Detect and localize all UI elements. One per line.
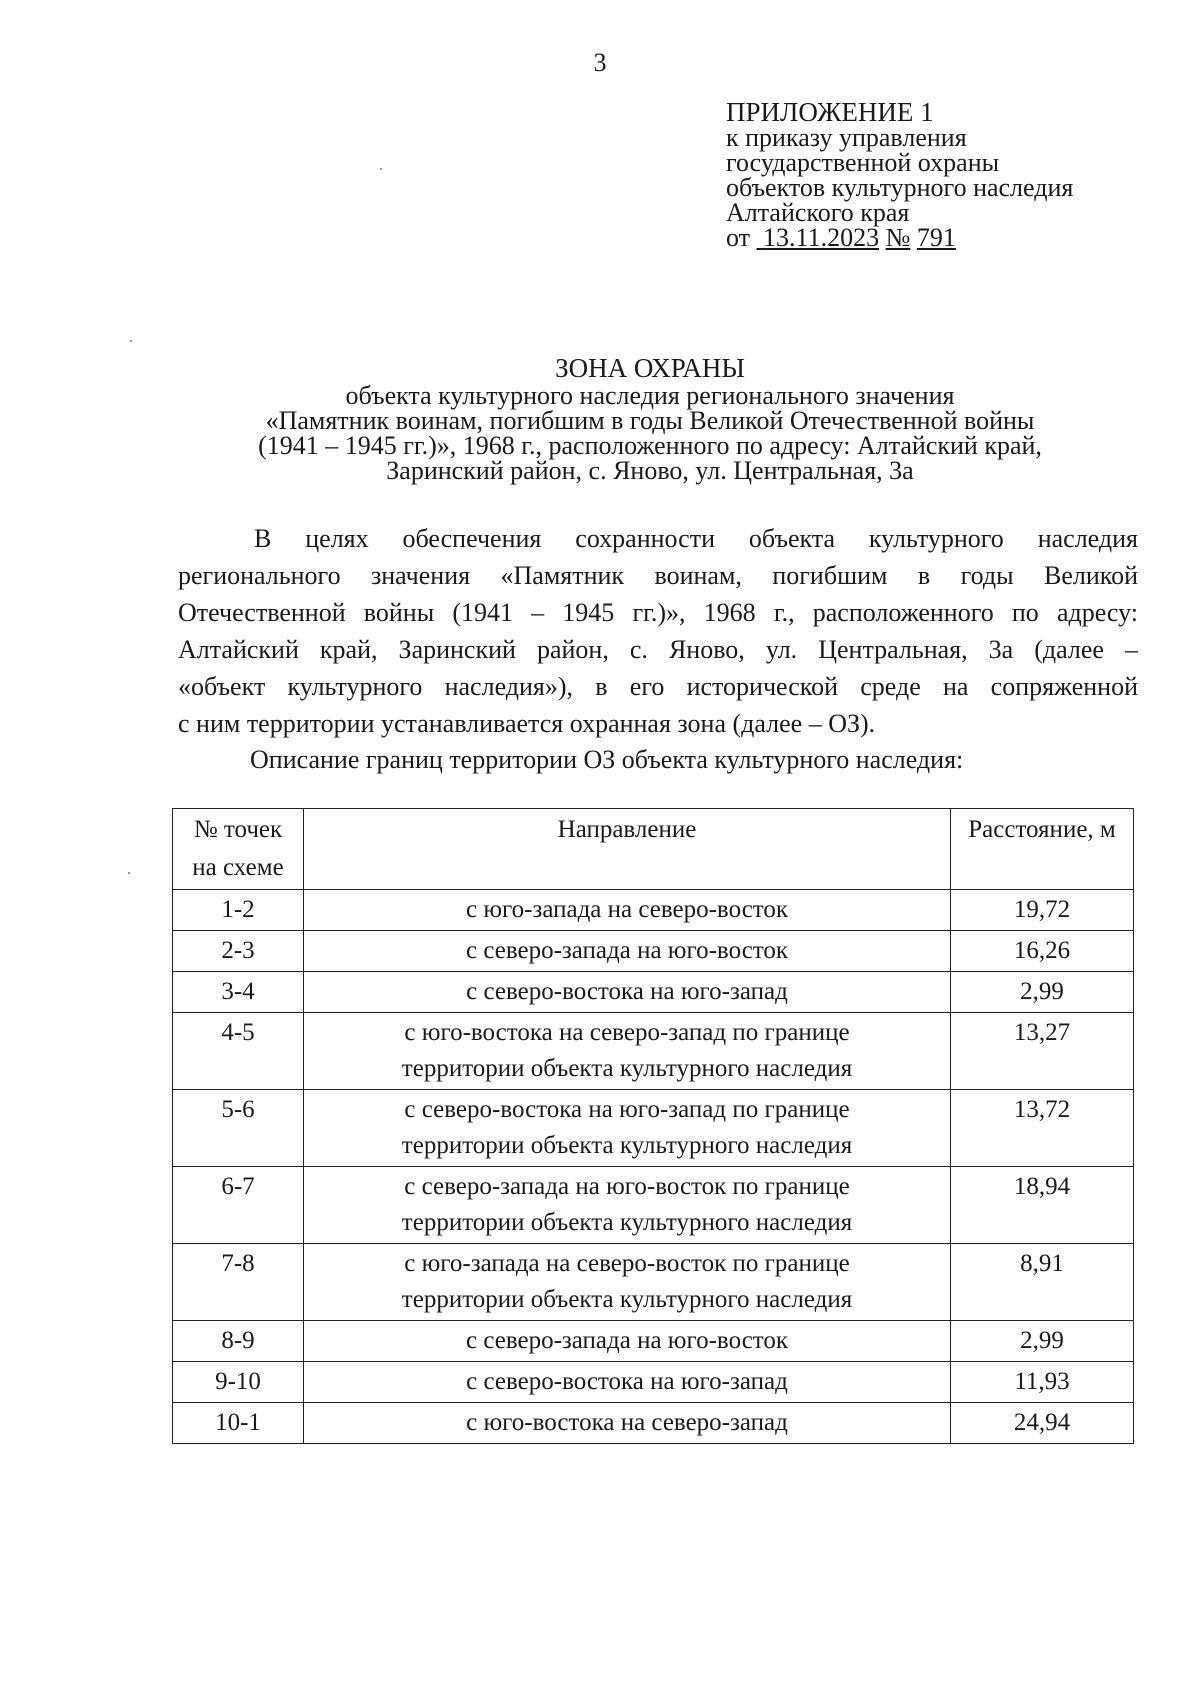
cell-direction: с юго-запада на северо-восток по границе территории объекта культурного наследия bbox=[304, 1244, 951, 1321]
appendix-line: объектов культурного наследия bbox=[726, 173, 1074, 202]
zone-heading bbox=[190, 353, 1110, 485]
scan-speck bbox=[128, 872, 130, 874]
paragraph-line: В целях обеспечения сохранности объекта культурного наследия bbox=[254, 524, 1138, 553]
cell-direction: с северо-запада на юго-восток по границе территории объекта культурного наследия bbox=[304, 1167, 951, 1244]
table-row bbox=[173, 1167, 1134, 1244]
cell-direction: с юго-востока на северо-запад bbox=[304, 1403, 951, 1444]
header-points: № точек на схеме bbox=[173, 809, 304, 890]
cell-distance: 2,99 bbox=[951, 1321, 1134, 1362]
cell-distance: 19,72 bbox=[951, 890, 1134, 931]
appendix-line: к приказу управления bbox=[726, 123, 967, 152]
paragraph-line: Алтайский край, Заринский район, с. Яново, ул. Центральная, 3а (далее – bbox=[178, 635, 1138, 664]
table-header-row bbox=[173, 809, 1134, 890]
table-row bbox=[173, 1321, 1134, 1362]
appendix-title: ПРИЛОЖЕНИЕ 1 bbox=[726, 97, 934, 127]
appendix-block bbox=[726, 97, 1074, 252]
paragraph-line: регионального значения «Памятник воинам, погибшим в годы Великой bbox=[178, 561, 1138, 590]
table-row bbox=[173, 1244, 1134, 1321]
cell-distance: 13,72 bbox=[951, 1090, 1134, 1167]
order-number: 791 bbox=[916, 223, 956, 252]
cell-points: 4-5 bbox=[173, 1013, 304, 1090]
cell-distance: 13,27 bbox=[951, 1013, 1134, 1090]
zone-subtitle-line: Заринский район, с. Яново, ул. Центральная, 3а bbox=[386, 456, 914, 485]
cell-points: 10-1 bbox=[173, 1403, 304, 1444]
cell-points: 1-2 bbox=[173, 890, 304, 931]
appendix-line: государственной охраны bbox=[726, 148, 1000, 177]
cell-direction: с юго-востока на северо-запад по границе территории объекта культурного наследия bbox=[304, 1013, 951, 1090]
zone-subtitle-line: объекта культурного наследия регионального значения bbox=[345, 381, 955, 410]
table-row bbox=[173, 1013, 1134, 1090]
cell-distance: 16,26 bbox=[951, 931, 1134, 972]
cell-direction: с северо-востока на юго-запад bbox=[304, 1362, 951, 1403]
cell-points: 5-6 bbox=[173, 1090, 304, 1167]
body-paragraph bbox=[178, 520, 1138, 742]
cell-points: 8-9 bbox=[173, 1321, 304, 1362]
zone-subtitle-line: «Памятник воинам, погибшим в годы Великой Отечественной войны bbox=[265, 406, 1035, 435]
scan-speck bbox=[380, 168, 382, 170]
number-sign: № bbox=[885, 223, 911, 252]
description-heading: Описание границ территории ОЗ объекта культурного наследия: bbox=[250, 745, 964, 774]
paragraph-line: с ним территории устанавливается охранная зона (далее – ОЗ). bbox=[178, 709, 876, 738]
table-row bbox=[173, 890, 1134, 931]
appendix-date-line bbox=[726, 225, 1073, 250]
boundary-table bbox=[172, 808, 1134, 1444]
table-row bbox=[173, 1362, 1134, 1403]
page-number: 3 bbox=[593, 48, 607, 77]
order-date: 13.11.2023 bbox=[763, 223, 880, 252]
cell-distance: 24,94 bbox=[951, 1403, 1134, 1444]
paragraph-line: «объект культурного наследия»), в его исторической среде на сопряженной bbox=[178, 672, 1138, 701]
cell-points: 2-3 bbox=[173, 931, 304, 972]
table-row bbox=[173, 972, 1134, 1013]
table-row bbox=[173, 931, 1134, 972]
table-row bbox=[173, 1090, 1134, 1167]
cell-direction: с северо-востока на юго-запад bbox=[304, 972, 951, 1013]
cell-distance: 2,99 bbox=[951, 972, 1134, 1013]
cell-direction: с северо-запада на юго-восток bbox=[304, 1321, 951, 1362]
cell-distance: 18,94 bbox=[951, 1167, 1134, 1244]
cell-points: 9-10 bbox=[173, 1362, 304, 1403]
cell-distance: 8,91 bbox=[951, 1244, 1134, 1321]
cell-direction: с юго-запада на северо-восток bbox=[304, 890, 951, 931]
header-distance: Расстояние, м bbox=[951, 809, 1134, 890]
cell-distance: 11,93 bbox=[951, 1362, 1134, 1403]
appendix-line: Алтайского края bbox=[726, 198, 910, 227]
cell-direction: с северо-запада на юго-восток bbox=[304, 931, 951, 972]
paragraph-line: Отечественной войны (1941 – 1945 гг.)», 1968 г., расположенного по адресу: bbox=[178, 598, 1138, 627]
cell-points: 3-4 bbox=[173, 972, 304, 1013]
header-direction: Направление bbox=[304, 809, 951, 890]
table-row bbox=[173, 1403, 1134, 1444]
cell-points: 7-8 bbox=[173, 1244, 304, 1321]
date-prefix: от bbox=[726, 223, 751, 252]
zone-title: ЗОНА ОХРАНЫ bbox=[555, 353, 745, 383]
cell-points: 6-7 bbox=[173, 1167, 304, 1244]
zone-subtitle-line: (1941 – 1945 гг.)», 1968 г., расположенного по адресу: Алтайский край, bbox=[258, 431, 1042, 460]
scan-speck bbox=[130, 340, 132, 342]
cell-direction: с северо-востока на юго-запад по границе территории объекта культурного наследия bbox=[304, 1090, 951, 1167]
